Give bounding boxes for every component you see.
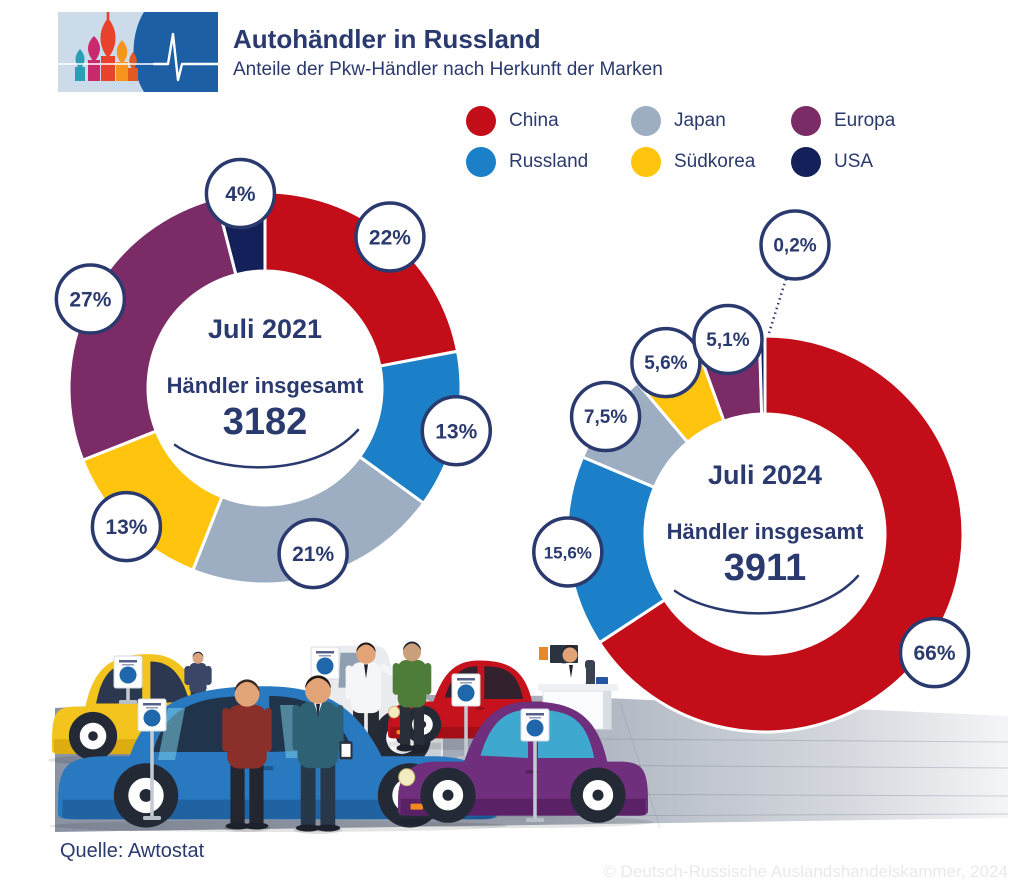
leader-line xyxy=(769,279,786,333)
legend-label: China xyxy=(509,110,559,131)
legend-label: USA xyxy=(834,151,874,172)
donut-2021-title: Juli 2021 xyxy=(207,314,323,344)
legend-label: Russland xyxy=(509,151,589,172)
pct-label: 22% xyxy=(368,226,411,250)
europa-color-dot xyxy=(791,106,821,136)
copyright-label: © Deutsch-Russische Auslandshandelskammer, 2024 xyxy=(603,862,1008,881)
page-title: Autohändler in Russland xyxy=(233,24,541,54)
legend-label: Südkorea xyxy=(674,151,756,172)
legend-item-china xyxy=(466,106,631,136)
pct-label: 15,6% xyxy=(543,543,592,563)
source-label: Quelle: Awtostat xyxy=(60,840,205,862)
legend-item-europa xyxy=(791,106,981,136)
pct-label: 13% xyxy=(435,420,478,444)
page-subtitle: Anteile der Pkw-Händler nach Herkunft der Marken xyxy=(233,59,663,80)
pct-label: 5,6% xyxy=(644,353,688,375)
legend-item-usa xyxy=(791,147,981,177)
legend-item-russland xyxy=(466,147,631,177)
donut-2021-subtitle: Händler insgesamt xyxy=(166,373,364,398)
logo-cathedral-pulse-icon xyxy=(58,12,218,92)
donut-2021-total: 3182 xyxy=(222,401,308,443)
pct-label: 5,1% xyxy=(706,329,750,351)
usa-color-dot xyxy=(791,147,821,177)
pct-label: 4% xyxy=(225,183,256,207)
pct-label: 66% xyxy=(913,642,956,666)
pct-label: 21% xyxy=(292,543,335,567)
japan-color-dot xyxy=(631,106,661,136)
donut-2024-total: 3911 xyxy=(723,547,807,589)
china-color-dot xyxy=(466,106,496,136)
russland-color-dot xyxy=(466,147,496,177)
legend-label: Japan xyxy=(674,110,726,131)
pct-label: 13% xyxy=(105,516,148,540)
donut-2024-subtitle: Händler insgesamt xyxy=(666,519,864,544)
pct-label: 7,5% xyxy=(583,407,628,429)
legend-label: Europa xyxy=(834,110,896,131)
suedkorea-color-dot xyxy=(631,147,661,177)
legend xyxy=(466,106,981,177)
pct-label: 0,2% xyxy=(773,235,817,257)
donut-2024-title: Juli 2024 xyxy=(707,460,823,490)
legend-item-suedkorea xyxy=(631,147,791,177)
pct-label: 27% xyxy=(69,288,112,312)
legend-item-japan xyxy=(631,106,791,136)
